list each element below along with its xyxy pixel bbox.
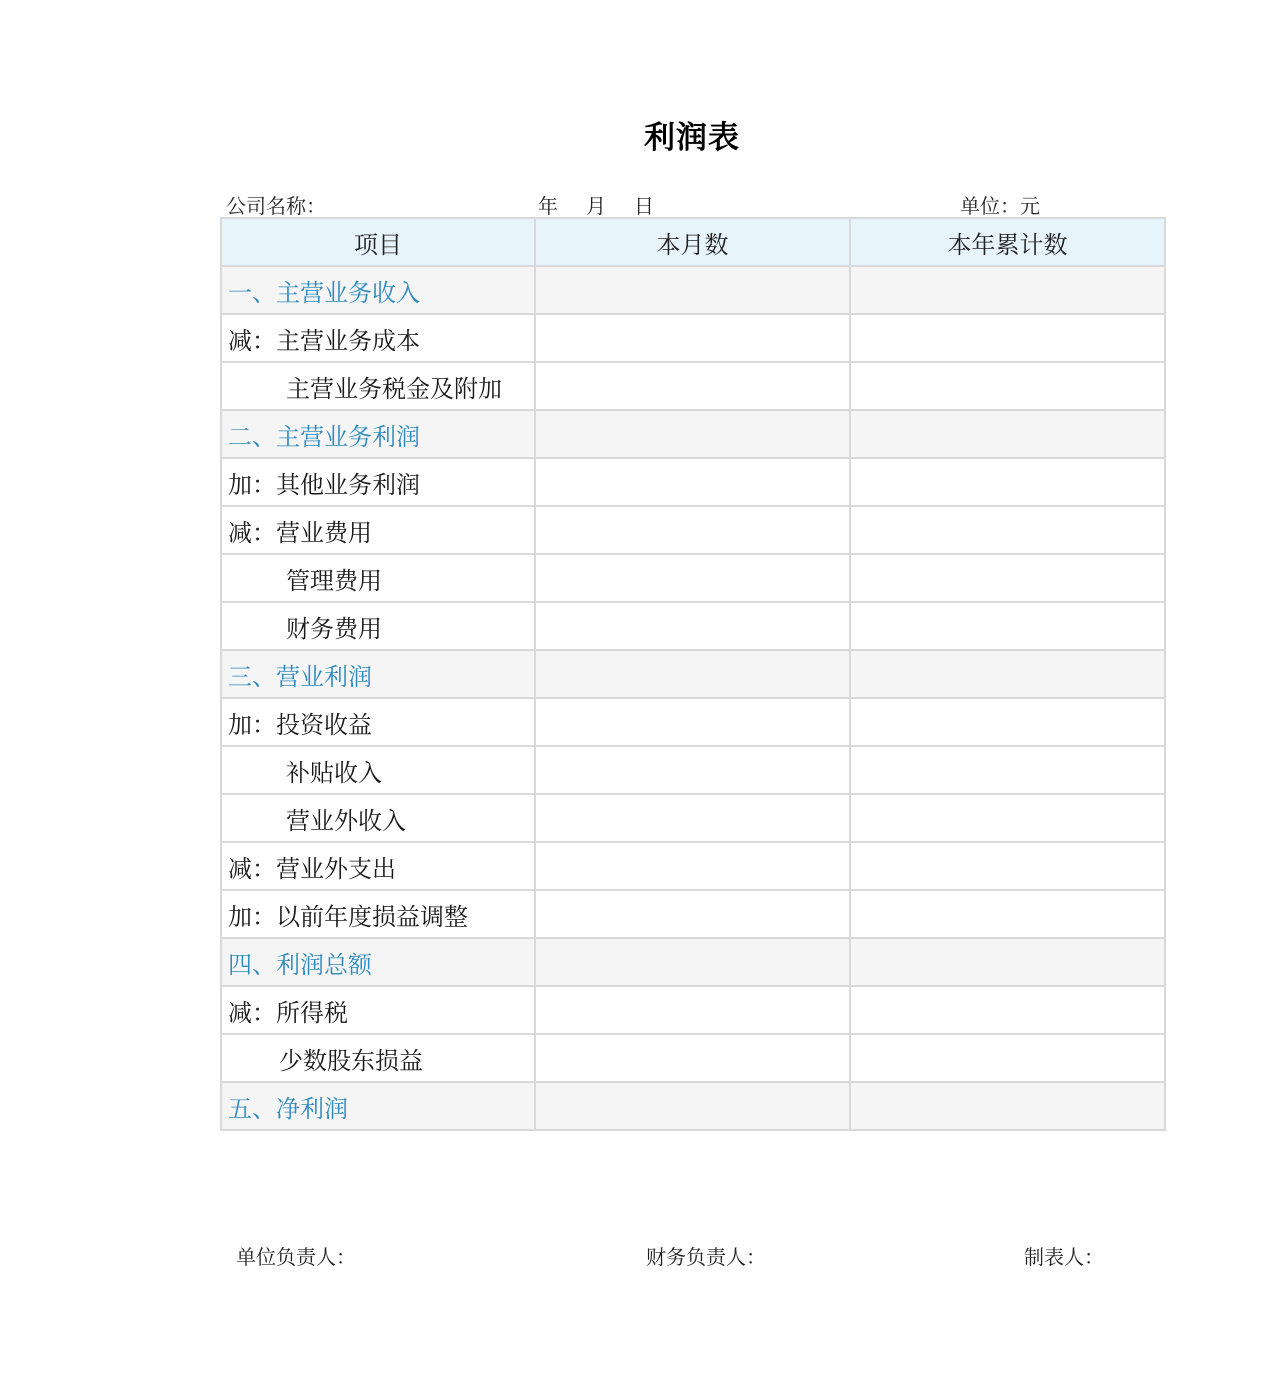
year-label: 年 <box>538 194 558 218</box>
row-item-label: 减：主营业务成本 <box>221 314 535 362</box>
cell-year-to-date[interactable] <box>850 746 1165 794</box>
table-row <box>221 698 1165 746</box>
row-item-label: 五、净利润 <box>221 1082 535 1130</box>
cell-year-to-date[interactable] <box>850 842 1165 890</box>
table-row <box>221 794 1165 842</box>
cell-this-month[interactable] <box>535 1034 850 1082</box>
unit-label: 单位：元 <box>960 194 1040 218</box>
cell-this-month[interactable] <box>535 986 850 1034</box>
preparer-signature: 制表人： <box>1024 1245 1104 1269</box>
cell-this-month[interactable] <box>535 602 850 650</box>
row-item-label: 一、主营业务收入 <box>221 266 535 314</box>
cell-this-month[interactable] <box>535 314 850 362</box>
header-this-month: 本月数 <box>535 218 850 266</box>
table-row <box>221 938 1165 986</box>
cell-this-month[interactable] <box>535 794 850 842</box>
row-item-label: 四、利润总额 <box>221 938 535 986</box>
row-item-label: 二、主营业务利润 <box>221 410 535 458</box>
unit-head-signature: 单位负责人： <box>236 1245 356 1269</box>
cell-year-to-date[interactable] <box>850 698 1165 746</box>
table-row <box>221 362 1165 410</box>
table-row <box>221 458 1165 506</box>
cell-year-to-date[interactable] <box>850 938 1165 986</box>
cell-year-to-date[interactable] <box>850 362 1165 410</box>
cell-this-month[interactable] <box>535 506 850 554</box>
table-row <box>221 842 1165 890</box>
day-label: 日 <box>634 194 654 218</box>
date-line <box>538 190 682 219</box>
cell-this-month[interactable] <box>535 266 850 314</box>
cell-this-month[interactable] <box>535 362 850 410</box>
cell-this-month[interactable] <box>535 938 850 986</box>
cell-year-to-date[interactable] <box>850 458 1165 506</box>
row-item-label: 营业外收入 <box>221 794 535 842</box>
cell-year-to-date[interactable] <box>850 506 1165 554</box>
cell-this-month[interactable] <box>535 650 850 698</box>
row-item-label: 加：以前年度损益调整 <box>221 890 535 938</box>
table-row <box>221 506 1165 554</box>
row-item-label: 减：营业费用 <box>221 506 535 554</box>
table-row <box>221 314 1165 362</box>
cell-year-to-date[interactable] <box>850 986 1165 1034</box>
table-row <box>221 746 1165 794</box>
row-item-label: 减：营业外支出 <box>221 842 535 890</box>
cell-this-month[interactable] <box>535 410 850 458</box>
cell-year-to-date[interactable] <box>850 602 1165 650</box>
table-row <box>221 266 1165 314</box>
cell-year-to-date[interactable] <box>850 266 1165 314</box>
table-row <box>221 650 1165 698</box>
cell-year-to-date[interactable] <box>850 314 1165 362</box>
row-item-label: 财务费用 <box>221 602 535 650</box>
cell-this-month[interactable] <box>535 458 850 506</box>
table-row <box>221 890 1165 938</box>
cell-year-to-date[interactable] <box>850 1082 1165 1130</box>
cell-year-to-date[interactable] <box>850 890 1165 938</box>
table-body <box>221 266 1165 1130</box>
cell-year-to-date[interactable] <box>850 410 1165 458</box>
cell-year-to-date[interactable] <box>850 794 1165 842</box>
table-row <box>221 986 1165 1034</box>
table-row <box>221 1082 1165 1130</box>
row-item-label: 三、营业利润 <box>221 650 535 698</box>
cell-this-month[interactable] <box>535 554 850 602</box>
row-item-label: 管理费用 <box>221 554 535 602</box>
month-label: 月 <box>586 194 606 218</box>
table-row <box>221 1034 1165 1082</box>
cell-this-month[interactable] <box>535 842 850 890</box>
header-row <box>221 218 1165 266</box>
income-statement-table <box>220 217 1166 1131</box>
row-item-label: 补贴收入 <box>221 746 535 794</box>
cell-year-to-date[interactable] <box>850 554 1165 602</box>
page-title: 利润表 <box>644 120 740 156</box>
cell-year-to-date[interactable] <box>850 650 1165 698</box>
cell-this-month[interactable] <box>535 698 850 746</box>
row-item-label: 主营业务税金及附加 <box>221 362 535 410</box>
cell-year-to-date[interactable] <box>850 1034 1165 1082</box>
company-name-label: 公司名称： <box>226 194 326 218</box>
row-item-label: 少数股东损益 <box>221 1034 535 1082</box>
cell-this-month[interactable] <box>535 746 850 794</box>
cell-this-month[interactable] <box>535 1082 850 1130</box>
header-year-to-date: 本年累计数 <box>850 218 1165 266</box>
table-row <box>221 602 1165 650</box>
cell-this-month[interactable] <box>535 890 850 938</box>
row-item-label: 加：其他业务利润 <box>221 458 535 506</box>
table-row <box>221 554 1165 602</box>
row-item-label: 加：投资收益 <box>221 698 535 746</box>
row-item-label: 减：所得税 <box>221 986 535 1034</box>
table-row <box>221 410 1165 458</box>
finance-head-signature: 财务负责人： <box>646 1245 766 1269</box>
header-item: 项目 <box>221 218 535 266</box>
